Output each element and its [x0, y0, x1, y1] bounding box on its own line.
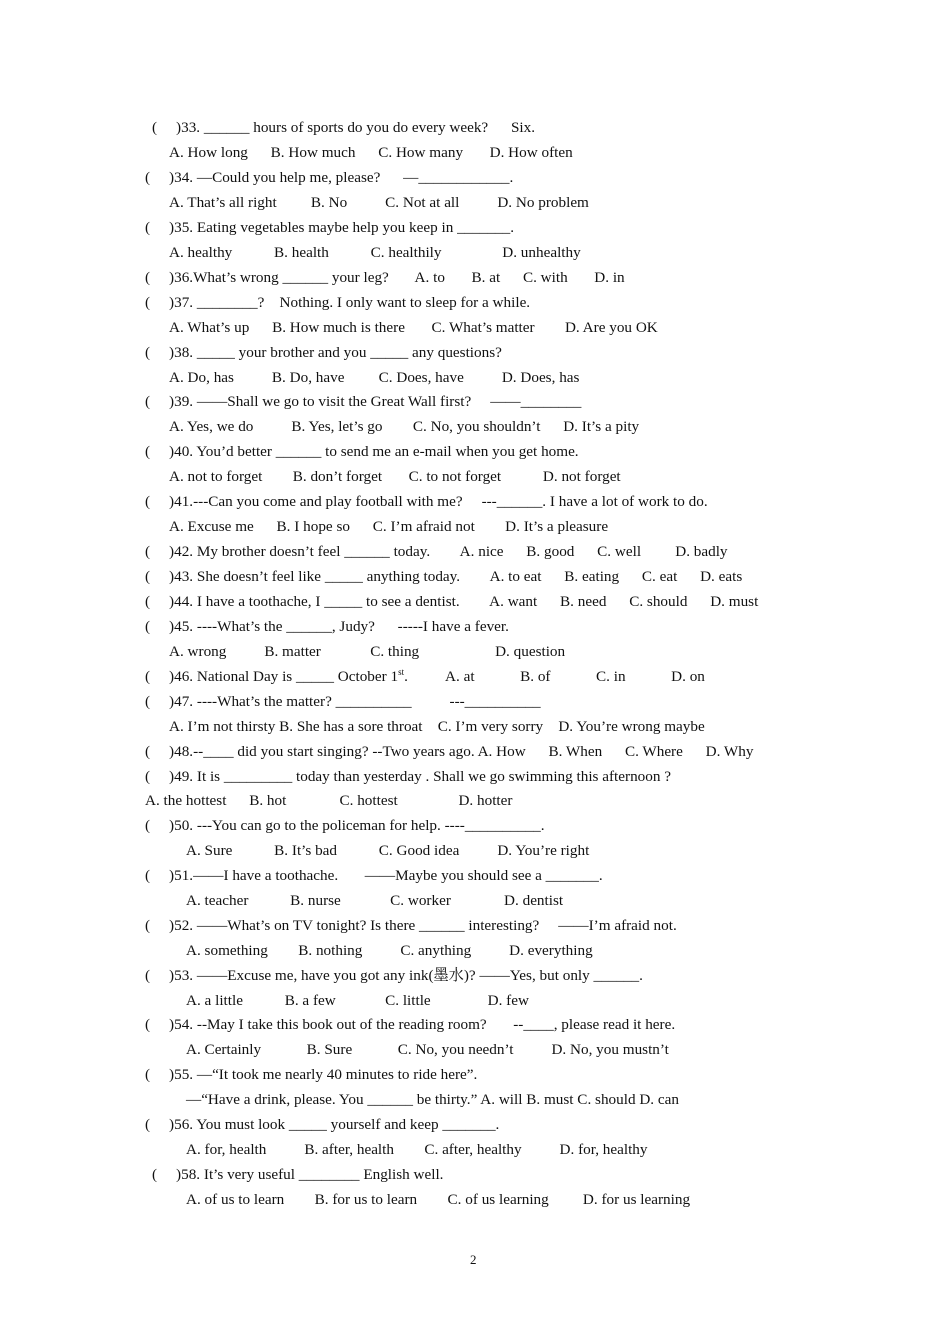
page-number: 2	[470, 1252, 477, 1267]
options-53: A. a little B. a few C. little D. few	[186, 992, 529, 1009]
options-39: A. Yes, we do B. Yes, let’s go C. No, you shouldn’t D. It’s a pity	[169, 418, 640, 435]
question-48: ( )48.--____ did you start singing? --Two years ago. A. How B. When C. Where D. Why	[145, 743, 754, 760]
question-34: ( )34. —Could you help me, please? —____________.	[145, 169, 514, 186]
question-42: ( )42. My brother doesn’t feel ______ today. A. nice B. good C. well D. badly	[145, 543, 728, 560]
options-37: A. What’s up B. How much is there C. What’s matter D. Are you OK	[169, 319, 658, 336]
question-56: ( )56. You must look _____ yourself and keep _______.	[145, 1116, 500, 1133]
options-56: A. for, health B. after, health C. after, healthy D. for, healthy	[186, 1141, 648, 1158]
question-40: ( )40. You’d better ______ to send me an e-mail when you get home.	[145, 443, 579, 460]
question-44: ( )44. I have a toothache, I _____ to see a dentist. A. want B. need C. should D. must	[145, 593, 759, 610]
question-54: ( )54. --May I take this book out of the reading room? --____, please read it here.	[145, 1016, 676, 1033]
question-50: ( )50. ---You can go to the policeman for help. ----__________.	[145, 817, 545, 834]
question-43: ( )43. She doesn’t feel like _____ anything today. A. to eat B. eating C. eat D. eats	[145, 568, 743, 585]
options-34: A. That’s all right B. No C. Not at all D. No problem	[169, 194, 589, 211]
question-55: ( )55. —“It took me nearly 40 minutes to ride here”.	[145, 1066, 478, 1083]
question-38: ( )38. _____ your brother and you _____ any questions?	[145, 344, 502, 361]
options-46: . A. at B. of C. in D. on	[404, 668, 705, 685]
question-52: ( )52. ——What’s on TV tonight? Is there ______ interesting? ——I’m afraid not.	[145, 917, 677, 934]
options-35: A. healthy B. health C. healthily D. unhealthy	[169, 244, 581, 261]
question-58: ( )58. It’s very useful ________ English well.	[152, 1166, 444, 1183]
question-41: ( )41.---Can you come and play football with me? ---______. I have a lot of work to do.	[145, 493, 708, 510]
question-53: ( )53. ——Excuse me, have you got any ink(墨水)? ——Yes, but only ______.	[145, 967, 643, 984]
question-51: ( )51.——I have a toothache. ——Maybe you should see a _______.	[145, 867, 603, 884]
options-45: A. wrong B. matter C. thing D. question	[169, 643, 566, 660]
question-47: ( )47. ----What’s the matter? __________ ---__________	[145, 693, 541, 710]
question-46-text: ( )46. National Day is _____ October 1	[145, 668, 399, 685]
question-45: ( )45. ----What’s the ______, Judy? -----I have a fever.	[145, 618, 509, 635]
options-38: A. Do, has B. Do, have C. Does, have D. Does, has	[169, 369, 580, 386]
question-49: ( )49. It is _________ today than yesterday . Shall we go swimming this afternoon ?	[145, 768, 671, 785]
options-47: A. I’m not thirsty B. She has a sore throat C. I’m very sorry D. You’re wrong maybe	[169, 718, 705, 735]
options-41: A. Excuse me B. I hope so C. I’m afraid not D. It’s a pleasure	[169, 518, 609, 535]
options-50: A. Sure B. It’s bad C. Good idea D. You’re right	[186, 842, 590, 859]
question-33: ( )33. ______ hours of sports do you do every week? Six.	[152, 119, 536, 136]
options-58: A. of us to learn B. for us to learn C. of us learning D. for us learning	[186, 1191, 691, 1208]
options-51: A. teacher B. nurse C. worker D. dentist	[186, 892, 564, 909]
question-36: ( )36.What’s wrong ______ your leg? A. to B. at C. with D. in	[145, 269, 625, 286]
question-39: ( )39. ——Shall we go to visit the Great Wall first? ——________	[145, 393, 582, 410]
options-40: A. not to forget B. don’t forget C. to not forget D. not forget	[169, 468, 621, 485]
options-54: A. Certainly B. Sure C. No, you needn’t D. No, you mustn’t	[186, 1041, 669, 1058]
question-46	[145, 668, 705, 686]
options-49: A. the hottest B. hot C. hottest D. hotter	[145, 792, 513, 809]
options-33: A. How long B. How much C. How many D. How often	[169, 144, 573, 161]
options-52: A. something B. nothing C. anything D. everything	[186, 942, 593, 959]
question-35: ( )35. Eating vegetables maybe help you keep in _______.	[145, 219, 515, 236]
ordinal-suffix: st	[398, 666, 405, 677]
question-55-reply: —“Have a drink, please. You ______ be thirty.” A. will B. must C. should D. can	[186, 1091, 679, 1108]
question-37: ( )37. ________? Nothing. I only want to sleep for a while.	[145, 294, 531, 311]
